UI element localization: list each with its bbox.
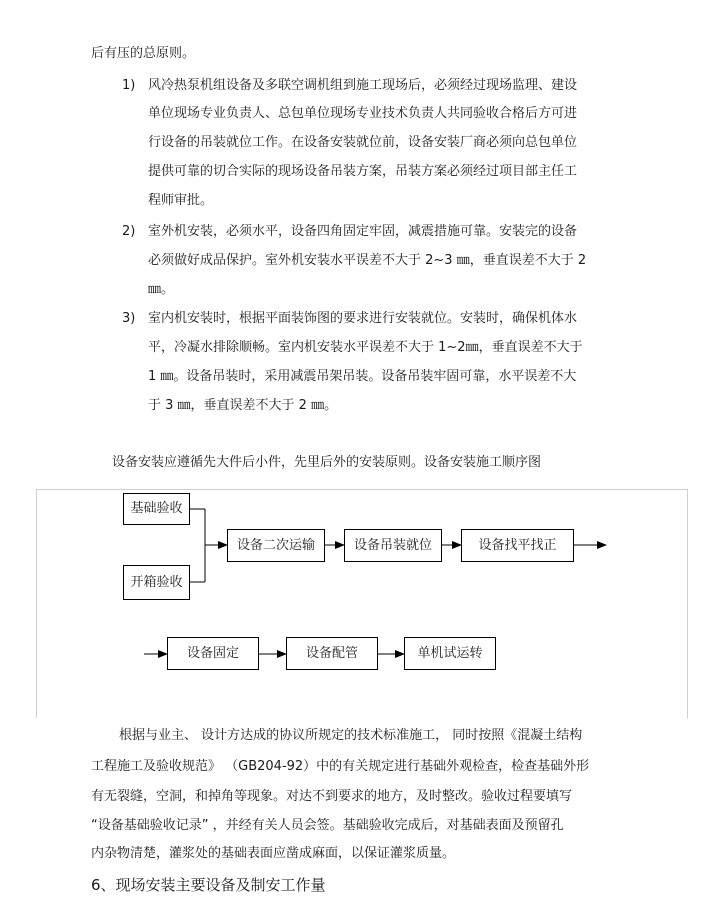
- flow-step-piping: 设备配管: [286, 637, 378, 670]
- list-line: 提供可靠的切合实际的现场设备吊装方案，吊装方案必须经过项目部主任工: [148, 164, 578, 179]
- flow-step-leveling-alignment: 设备找平找正: [461, 529, 574, 562]
- paragraph-line: 根据与业主、 设计方达成的协议所规定的技术标准施工， 同时按照《混凝土结构: [119, 728, 583, 743]
- flow-step-hoisting-positioning: 设备吊装就位: [344, 529, 442, 562]
- list-line: 行设备的吊装就位工作。在设备安装就位前，设备安装厂商必须向总包单位: [148, 135, 578, 150]
- diagram-caption: 设备安装应遵循先大件后小件，先里后外的安装原则。设备安装施工顺序图: [112, 455, 542, 470]
- list-line: ㎜。: [148, 282, 175, 297]
- flow-step-fixing: 设备固定: [167, 637, 259, 670]
- paragraph-line: 工程施工及验收规范》 （GB204-92）中的有关规定进行基础外观检查，检查基础外形: [91, 759, 590, 774]
- list-line: 平，冷凝水排除顺畅。室内机安装水平误差不大于 1~2㎜，垂直误差不大于: [148, 340, 583, 355]
- list-line: 于 3 ㎜，垂直误差不大于 2 ㎜。: [148, 398, 338, 413]
- list-line: 室内机安装时，根据平面装饰图的要求进行安装就位。安装时，确保机体水: [148, 311, 578, 326]
- section-heading: 6、现场安装主要设备及制安工作量: [91, 876, 326, 894]
- flow-step-unpacking-inspection: 开箱验收: [123, 565, 190, 600]
- flow-step-foundation-inspection: 基础验收: [123, 493, 190, 525]
- paragraph-line: “设备基础验收记录” ，并经有关人员会签。基础验收完成后，对基础表面及预留孔: [91, 818, 564, 833]
- list-line: 1 ㎜。设备吊装时，采用减震吊架吊装。设备吊装牢固可靠，水平误差不大: [148, 369, 577, 384]
- list-number: 2): [122, 224, 136, 239]
- paragraph-line: 有无裂缝，空洞，和掉角等现象。对达不到要求的地方，及时整改。验收过程要填写: [91, 789, 573, 804]
- paragraph-line: 内杂物清楚，灌浆处的基础表面应凿成麻面，以保证灌浆质量。: [91, 846, 456, 861]
- list-number: 1): [122, 78, 136, 93]
- intro-line: 后有压的总原则。: [91, 46, 196, 61]
- list-line: 室外机安装，必须水平，设备四角固定牢固，减震措施可靠。安装完的设备: [148, 224, 578, 239]
- list-number: 3): [122, 311, 136, 326]
- flow-step-secondary-transport: 设备二次运输: [227, 529, 325, 562]
- flow-step-single-unit-trial-run: 单机试运转: [404, 637, 496, 670]
- list-line: 风冷热泵机组设备及多联空调机组到施工现场后，必须经过现场监理、建设: [148, 78, 578, 93]
- list-line: 程师审批。: [148, 193, 214, 208]
- list-line: 必须做好成品保护。室外机安装水平误差不大于 2~3 ㎜，垂直误差不大于 2: [148, 253, 587, 268]
- list-line: 单位现场专业负责人、总包单位现场专业技术负责人共同验收合格后方可进: [148, 106, 578, 121]
